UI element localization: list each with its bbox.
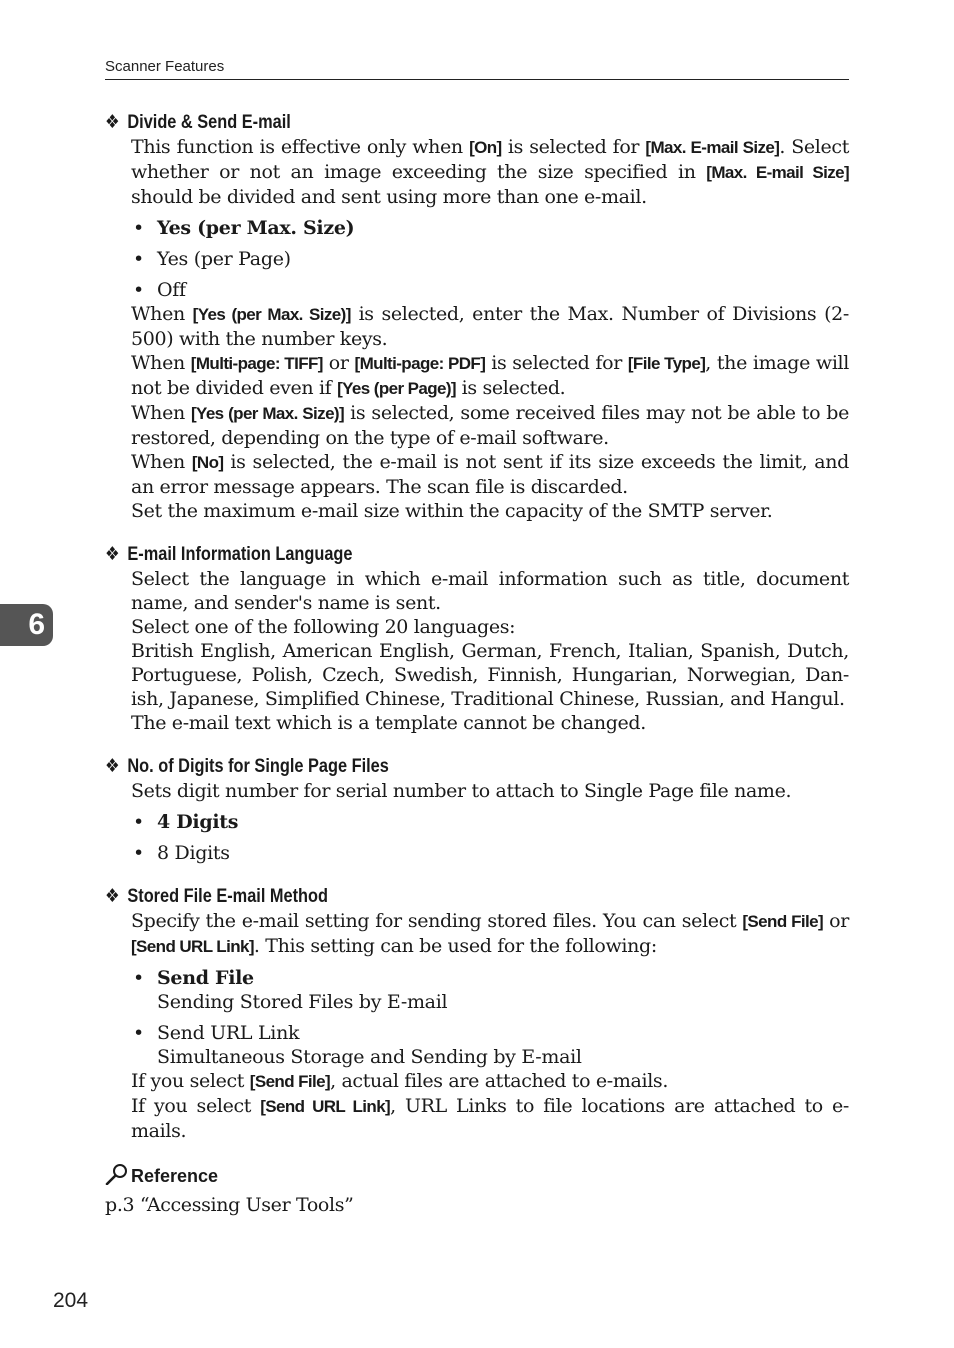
section-title: ❖ E-mail Information Language xyxy=(105,544,353,565)
section-email-language xyxy=(105,543,849,735)
list-item: • Yes (per Page) xyxy=(133,248,291,270)
running-header xyxy=(105,57,849,80)
bullet-icon: • xyxy=(133,217,144,239)
key-label: [Yes (per Max. Size)] xyxy=(192,305,351,324)
key-label: [Max. E-mail Size] xyxy=(706,163,850,182)
bullet-icon: • xyxy=(133,842,144,864)
key-label: [On] xyxy=(469,138,502,157)
paragraph: The e-mail text which is a template cannot be changed. xyxy=(131,712,646,734)
option-list xyxy=(131,810,849,865)
key-label: [Max. E-mail Size] xyxy=(645,138,780,157)
section-divide-send xyxy=(105,111,849,523)
page-content xyxy=(105,111,849,1217)
key-label: [Send File] xyxy=(742,912,824,931)
key-label: [No] xyxy=(191,453,224,472)
chapter-tab: 6 xyxy=(0,604,53,646)
section-stored-file xyxy=(105,885,849,1143)
list-item: • Yes (per Max. Size) xyxy=(133,217,355,239)
bullet-icon: • xyxy=(133,1022,144,1044)
key-label: [Yes (per Max. Size)] xyxy=(190,404,345,423)
key-label: [Yes (per Page)] xyxy=(337,379,456,398)
magnifier-icon xyxy=(105,1163,129,1185)
list-item: • Off xyxy=(133,279,186,301)
paragraph: This function is effective only when [On] is selected for [Max. E-mail Size]. Select whether or not an image exceeding the size specified in [Max. E-mail Size] should be divided and sent using more than one e-mail. xyxy=(131,136,850,208)
list-item: • Send File Sending Stored Files by E-mail xyxy=(133,967,448,1013)
paragraph: British English, American English, German, French, Italian, Spanish, Dutch, Portuguese, Polish, Czech, Swedish, Finnish, Hungarian, Norwegian, Dan-ish, Japanese, Simplified Chinese, Traditional Chinese, Russian, and Hangul. xyxy=(131,640,849,710)
bullet-icon: • xyxy=(133,811,144,833)
section-title: ❖ Stored File E-mail Method xyxy=(105,886,329,907)
diamond-bullet-icon: ❖ xyxy=(105,886,120,907)
paragraph: When [Yes (per Max. Size)] is selected, some received files may not be able to be restored, depending on the type of e-mail software. xyxy=(131,402,849,449)
key-label: [Multi-page: TIFF] xyxy=(190,354,323,373)
key-label: [Send URL Link] xyxy=(131,937,254,956)
diamond-bullet-icon: ❖ xyxy=(105,544,120,565)
paragraph: Set the maximum e-mail size within the capacity of the SMTP server. xyxy=(131,500,773,522)
list-item: • 8 Digits xyxy=(133,842,230,864)
paragraph: Select the language in which e-mail information such as title, document name, and sender's name is sent. xyxy=(131,568,849,614)
key-label: [Send URL Link] xyxy=(260,1097,391,1116)
section-digits xyxy=(105,755,849,865)
header-title: Scanner Features xyxy=(105,58,225,75)
page-number: 204 xyxy=(53,1289,89,1312)
paragraph: When [Yes (per Max. Size)] is selected, enter the Max. Number of Divisions (2-500) with the number keys. xyxy=(131,303,849,350)
reference-link[interactable]: p.3 “Accessing User Tools” xyxy=(105,1194,354,1216)
section-title: ❖ No. of Digits for Single Page Files xyxy=(105,756,389,777)
paragraph: Select one of the following 20 languages: xyxy=(131,616,516,638)
bullet-icon: • xyxy=(133,279,144,301)
option-list xyxy=(131,216,849,302)
reference-box xyxy=(105,1163,849,1217)
section-title: ❖ Divide & Send E-mail xyxy=(105,112,291,133)
list-item: • Send URL Link Simultaneous Storage and Sending by E-mail xyxy=(133,1022,582,1068)
diamond-bullet-icon: ❖ xyxy=(105,756,120,777)
paragraph: Sets digit number for serial number to attach to Single Page file name. xyxy=(131,780,792,802)
paragraph: Specify the e-mail setting for sending stored files. You can select [Send File] or [Send URL Link]. This setting can be used for the following: xyxy=(131,910,849,957)
key-label: [Send File] xyxy=(249,1072,331,1091)
option-list xyxy=(131,966,849,1069)
paragraph: When [Multi-page: TIFF] or [Multi-page: PDF] is selected for [File Type], the image will not be divided even if [Yes (per Page)] is selected. xyxy=(131,352,850,399)
paragraph: If you select [Send File], actual files are attached to e-mails. xyxy=(131,1070,669,1092)
bullet-icon: • xyxy=(133,248,144,270)
paragraph: When [No] is selected, the e-mail is not sent if its size exceeds the limit, and an error message appears. The scan file is discarded. xyxy=(131,451,849,498)
paragraph: If you select [Send URL Link], URL Links to file locations are attached to e-mails. xyxy=(131,1095,849,1142)
bullet-icon: • xyxy=(133,967,144,989)
key-label: [Multi-page: PDF] xyxy=(354,354,486,373)
list-item: • 4 Digits xyxy=(133,811,239,833)
diamond-bullet-icon: ❖ xyxy=(105,112,120,133)
key-label: [File Type] xyxy=(627,354,706,373)
reference-title: Reference xyxy=(105,1163,849,1188)
